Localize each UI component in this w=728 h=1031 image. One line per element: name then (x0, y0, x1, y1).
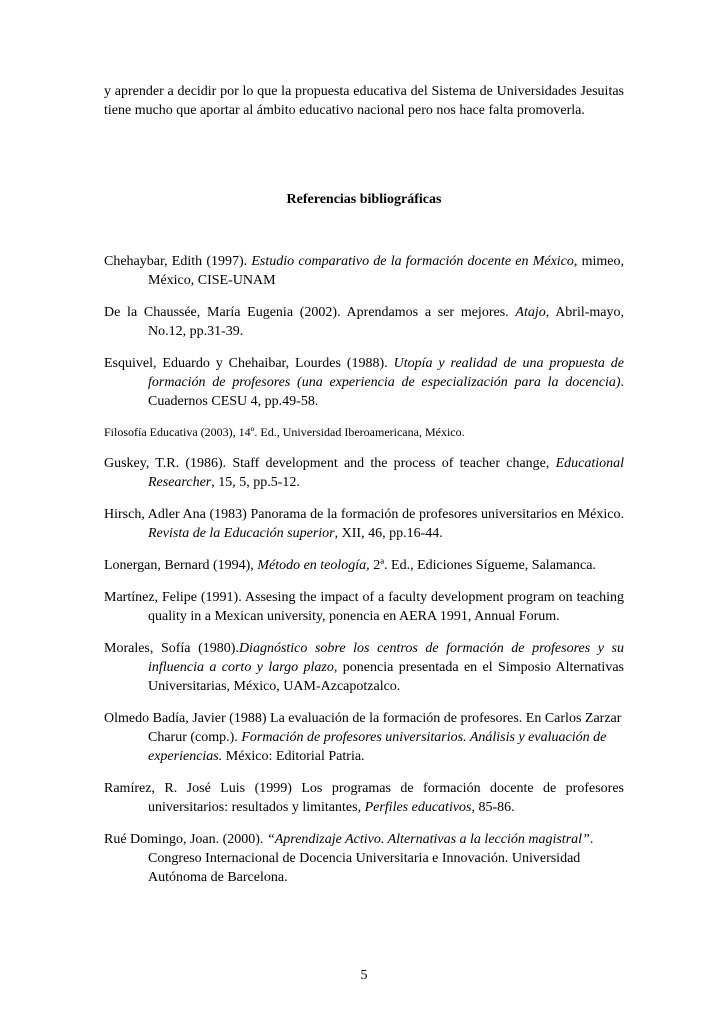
reference-text: 2ª. Ed., Ediciones Sígueme, Salamanca. (369, 558, 596, 573)
reference-entry (104, 252, 624, 290)
reference-text: Hirsch, Adler Ana (1983) Panorama de la formación de profesores universitarios en México. (104, 507, 624, 522)
reference-text: , XII, 46, pp.16-44. (334, 526, 443, 541)
reference-title: Estudio comparativo de la formación docente en México (251, 254, 574, 269)
reference-text: . Congreso Internacional de Docencia Universitaria e Innovación. Universidad Autónoma de Barcelona. (148, 832, 594, 885)
reference-text: Lonergan, Bernard (1994), (104, 558, 258, 573)
reference-title: Método en teología, (257, 558, 370, 573)
reference-entry (104, 505, 624, 543)
reference-title: Utopía y realidad de una propuesta de formación de profesores (una experiencia de especialización para la docencia) (148, 356, 624, 390)
reference-text: México: Editorial Patria. (222, 749, 365, 764)
reference-text: , ponencia presentada en el Simposio Alternativas Universitarias, México, UAM-Azcapotzalco. (148, 660, 624, 694)
reference-entry (104, 303, 624, 341)
reference-title: Perfiles educativos (364, 800, 472, 815)
reference-text: Olmedo Badía, Javier (1988) La evaluación de la formación de profesores. En Carlos Zarzar Charur (comp.). (104, 711, 622, 745)
reference-text: , Abril-mayo, No.12, pp.31-39. (148, 305, 625, 339)
reference-text: De la Chaussée, María Eugenia (2002). Aprendamos a ser mejores. (104, 305, 516, 320)
reference-entry (104, 779, 624, 817)
references-heading: Referencias bibliográficas (286, 192, 442, 207)
reference-entry (104, 830, 624, 887)
reference-text: . Cuadernos CESU 4, pp.49-58. (148, 375, 624, 409)
reference-text: Guskey, T.R. (1986). Staff development and the process of teacher change, (104, 456, 556, 471)
reference-text: , 85-86. (471, 800, 515, 815)
reference-title: Formación de profesores universitarios. Análisis y evaluación de experiencias. (148, 730, 607, 764)
reference-entry (104, 588, 624, 626)
reference-entry (104, 454, 624, 492)
reference-entry (104, 709, 624, 766)
intro-paragraph: y aprender a decidir por lo que la propuesta educativa del Sistema de Universidades Jesuitas tiene mucho que aportar al ámbito educativo nacional pero nos hace falta promoverla. (104, 84, 624, 118)
reference-title: Educational Researcher (148, 456, 624, 490)
reference-text: Ramírez, R. José Luis (1999) Los programas de formación docente de profesores universitarios: resultados y limitantes, (104, 781, 624, 815)
reference-text: Chehaybar, Edith (1997). (104, 254, 252, 269)
reference-text: Filosofía Educativa (2003), 14º. Ed., Universidad Iberoamericana, México. (104, 425, 465, 439)
reference-entry (104, 354, 624, 411)
reference-text: Esquivel, Eduardo y Chehaibar, Lourdes (1988). (104, 356, 394, 371)
reference-title: Revista de la Educación superior (148, 526, 335, 541)
references-list (104, 252, 624, 900)
reference-text: Morales, Sofía (1980). (104, 641, 239, 656)
reference-title: Atajo (515, 305, 546, 320)
reference-title: Diagnóstico sobre los centros de formación de profesores y su influencia a corto y largo plazo (148, 641, 624, 675)
page-number: 5 (360, 968, 368, 983)
reference-entry (104, 639, 624, 696)
reference-entry (104, 424, 624, 440)
reference-text: Martínez, Felipe (1991). Assesing the impact of a faculty development program on teaching quality in a Mexican university, ponencia en AERA 1991, Annual Forum. (104, 590, 624, 624)
reference-text: , mimeo, México, CISE-UNAM (148, 254, 624, 288)
reference-text: Rué Domingo, Joan. (2000). (104, 832, 267, 847)
reference-entry (104, 556, 624, 575)
reference-title: “Aprendizaje Activo. Alternativas a la lección magistral” (266, 832, 590, 847)
reference-text: , 15, 5, pp.5-12. (211, 475, 300, 490)
